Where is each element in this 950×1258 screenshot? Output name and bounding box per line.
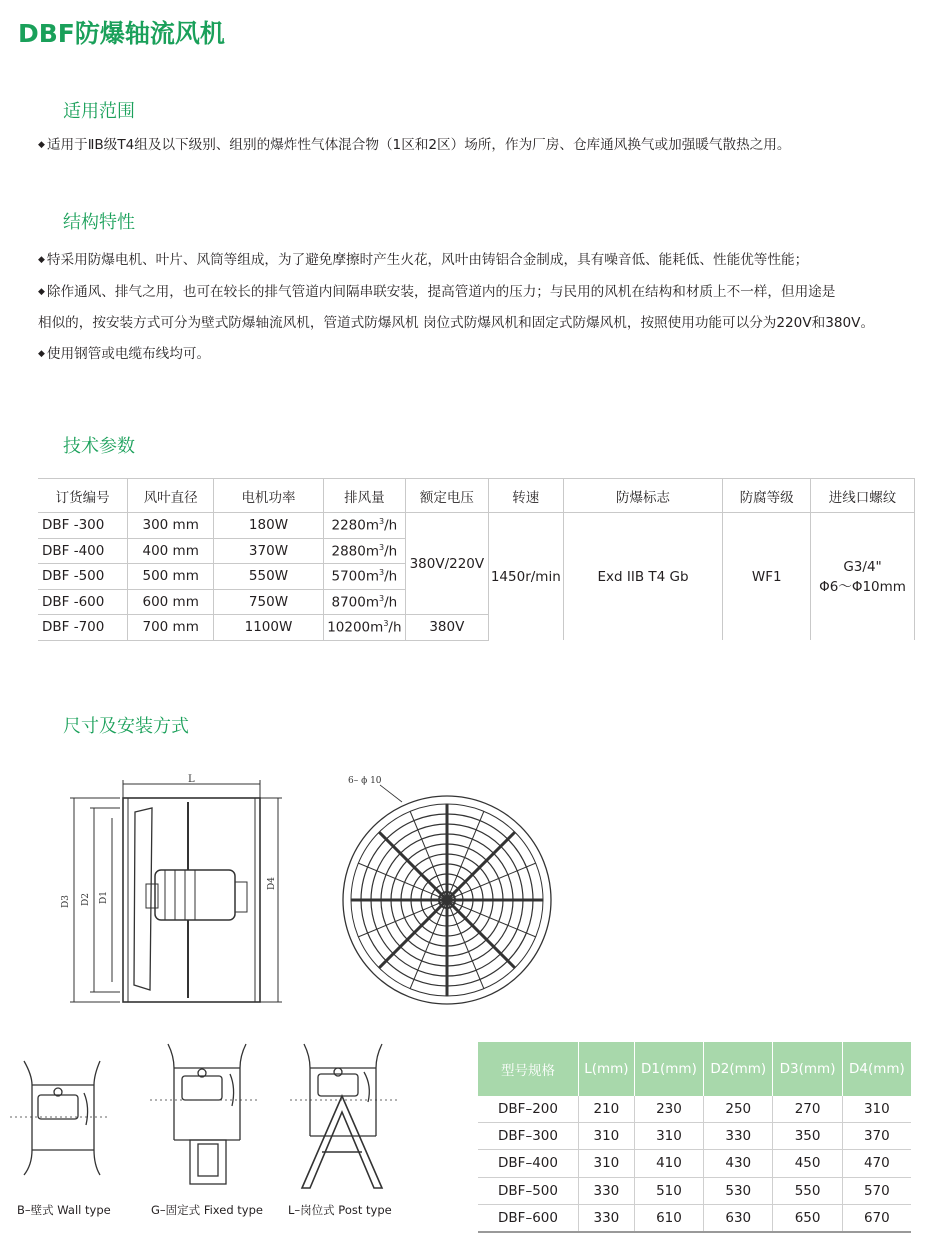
voltage-cell: 380V/220V [405,513,488,615]
flow-cell: $2880m^3/h$ [323,538,405,564]
ex-mark-cell: Exd IIB T4 Gb [563,513,723,641]
table-row [38,513,915,539]
dims-cell: 550 [773,1177,842,1204]
features-line-2 [38,282,835,302]
dims-header-cell: 型号规格 [478,1042,579,1096]
dims-cell: 310 [634,1123,703,1150]
features-text-4: 使用钢管或电缆布线均可。 [46,346,211,362]
anticorrosion-cell: WF1 [723,513,811,641]
dims-cell: 310 [842,1096,911,1123]
speed-cell: 1450r/min [488,513,563,641]
dims-cell: 470 [842,1150,911,1177]
dims-cell: 650 [773,1204,842,1232]
bullet-icon: ◆ [38,287,45,297]
spec-header-cell: 排风量 [323,479,405,513]
dims-cell: 370 [842,1123,911,1150]
dims-header-row [478,1042,911,1096]
section-heading-scope: 适用范围 [63,101,135,122]
model-cell: DBF -300 [38,513,128,539]
dims-cell: 430 [704,1150,773,1177]
label-D4: D4 [267,877,277,890]
flow-cell: $2280m^3/h$ [323,513,405,539]
table-row [478,1096,911,1123]
dims-cell: 410 [634,1150,703,1177]
dims-cell: 330 [579,1177,635,1204]
label-L: L [188,774,195,785]
bullet-icon: ◆ [38,349,45,359]
diameter-cell: 300 mm [128,513,214,539]
thread-cell [811,513,915,641]
spec-header-row [38,479,915,513]
dims-cell: 270 [773,1096,842,1123]
label-D3: D3 [61,895,71,908]
flow-cell: $8700m^3/h$ [323,589,405,615]
spec-header-cell: 额定电压 [405,479,488,513]
diameter-cell: 600 mm [128,589,214,615]
model-cell: DBF -500 [38,564,128,590]
dims-cell: 510 [634,1177,703,1204]
dims-cell: DBF–300 [478,1123,579,1150]
bullet-icon: ◆ [38,140,45,150]
dims-header-cell: D3(mm) [773,1042,842,1096]
spec-header-cell: 风叶直径 [128,479,214,513]
diameter-cell: 400 mm [128,538,214,564]
scope-line [38,135,790,155]
dims-header-cell: D1(mm) [634,1042,703,1096]
post-type-sketch [290,1040,400,1195]
spec-header-cell: 订货编号 [38,479,128,513]
model-cell: DBF -700 [38,615,128,641]
dims-cell: 330 [704,1123,773,1150]
section-heading-specs: 技术参数 [63,436,135,457]
dims-cell: 670 [842,1204,911,1232]
page-title: DBF防爆轴流风机 [18,19,225,48]
table-row [478,1204,911,1232]
spec-header-cell: 电机功率 [214,479,324,513]
power-cell: 180W [214,513,324,539]
scope-text: 适用于ⅡB级T4组及以下级别、组别的爆炸性气体混合物（1区和2区）场所，作为厂房、仓库通风换气或加强暖气散热之用。 [46,137,791,153]
power-cell: 750W [214,589,324,615]
label-D2: D2 [81,893,91,906]
dims-header-cell: L(mm) [579,1042,635,1096]
power-cell: 370W [214,538,324,564]
dims-cell: 230 [634,1096,703,1123]
power-cell: 550W [214,564,324,590]
diameter-cell: 500 mm [128,564,214,590]
flow-cell: $5700m^3/h$ [323,564,405,590]
dims-cell: 570 [842,1177,911,1204]
table-row [478,1123,911,1150]
dims-cell: DBF–600 [478,1204,579,1232]
dims-cell: 610 [634,1204,703,1232]
spec-header-cell: 防腐等级 [723,479,811,513]
dims-cell: 530 [704,1177,773,1204]
fan-side-view-drawing [60,770,290,1010]
section-heading-features: 结构特性 [63,212,135,233]
spec-header-cell: 进线口螺纹 [811,479,915,513]
dims-cell: DBF–200 [478,1096,579,1123]
dims-cell: DBF–500 [478,1177,579,1204]
diameter-cell: 700 mm [128,615,214,641]
spec-table [38,478,915,641]
dims-cell: 450 [773,1150,842,1177]
dims-cell: 330 [579,1204,635,1232]
spec-header-cell: 转速 [488,479,563,513]
caption-post-type: L–岗位式 Post type [288,1203,392,1217]
features-line-1 [38,250,808,270]
caption-wall-type: B–壁式 Wall type [17,1203,111,1217]
dims-cell: 630 [704,1204,773,1232]
features-line-3: 相似的，按安装方式可分为壁式防爆轴流风机，管道式防爆风机 岗位式防爆风机和固定式防爆风机，按照使用功能可以分为220V和380V。 [38,315,875,331]
dimensions-table [478,1042,911,1233]
power-cell: 1100W [214,615,324,641]
model-cell: DBF -400 [38,538,128,564]
caption-fixed-type: G–固定式 Fixed type [151,1203,263,1217]
thread-line-1: G3/4" [843,558,882,575]
table-row [478,1150,911,1177]
features-text-2: 除作通风、排气之用，也可在较长的排气管道内间隔串联安装，提高管道内的压力；与民用的风机在结构和材质上不一样，但用途是 [46,284,836,300]
section-heading-install: 尺寸及安装方式 [63,716,189,737]
features-line-4 [38,344,210,364]
thread-line-2: Φ6～Φ10mm [819,578,906,595]
fan-front-view-drawing [340,772,555,1012]
dims-cell: 350 [773,1123,842,1150]
dims-cell: DBF–400 [478,1150,579,1177]
bullet-icon: ◆ [38,255,45,265]
dims-cell: 250 [704,1096,773,1123]
spec-header-cell: 防爆标志 [563,479,723,513]
dims-header-cell: D2(mm) [704,1042,773,1096]
wall-type-sketch [10,1055,110,1180]
dims-cell: 310 [579,1123,635,1150]
features-text-1: 特采用防爆电机、叶片、风筒等组成，为了避免摩擦时产生火花，风叶由铸铝合金制成，具有噪音低、能耗低、性能优等性能； [46,252,809,268]
fixed-type-sketch [150,1040,260,1190]
model-cell: DBF -600 [38,589,128,615]
flow-cell: $10200m^3/h$ [323,615,405,641]
label-holes: 6– ϕ 10 [348,776,382,786]
table-row [478,1177,911,1204]
label-D1: D1 [99,891,109,904]
voltage-cell: 380V [405,615,488,641]
dims-header-cell: D4(mm) [842,1042,911,1096]
dims-cell: 310 [579,1150,635,1177]
dims-cell: 210 [579,1096,635,1123]
